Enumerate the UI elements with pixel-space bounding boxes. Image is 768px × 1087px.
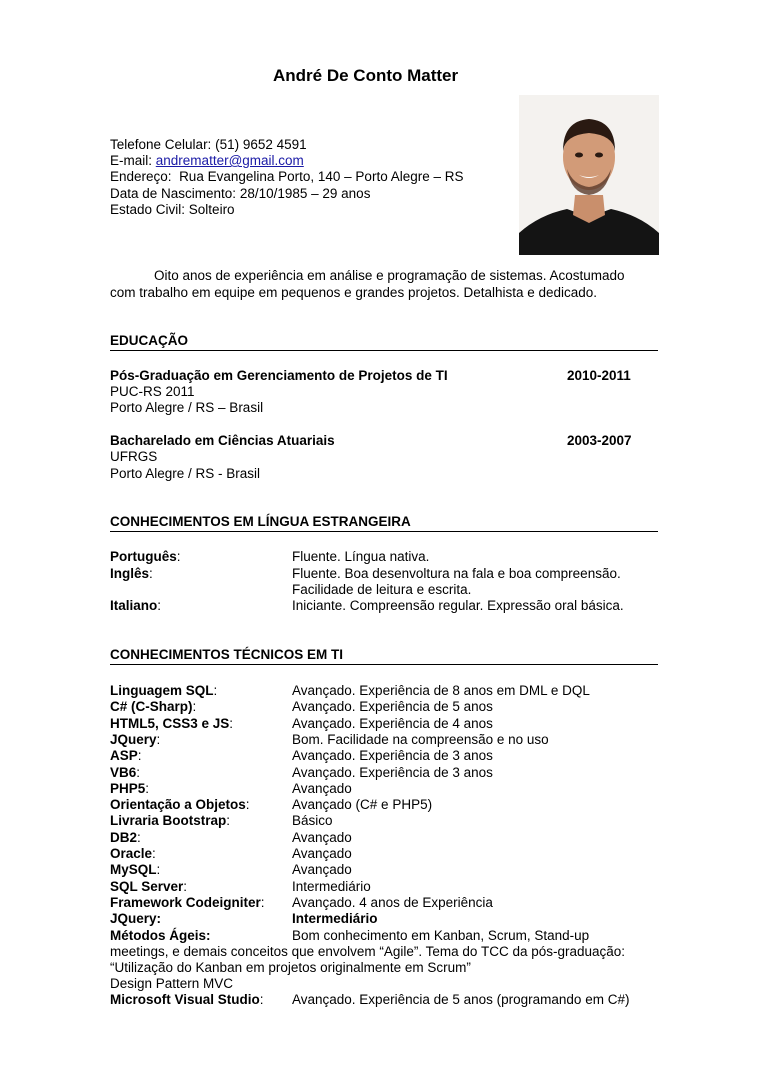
email-link[interactable]: andrematter@gmail.com bbox=[155, 153, 304, 168]
language-desc: Fluente. Língua nativa. bbox=[292, 549, 430, 564]
skill-desc: Básico bbox=[292, 813, 333, 828]
skill-name: Livraria Bootstrap: bbox=[110, 813, 231, 828]
section-divider bbox=[110, 531, 658, 532]
language-desc: Fluente. Boa desenvoltura na fala e boa compreensão. bbox=[292, 566, 621, 581]
summary-line-1: Oito anos de experiência em análise e programação de sistemas. Acostumado bbox=[154, 268, 625, 283]
skill-name: Microsoft Visual Studio: bbox=[110, 992, 264, 1007]
language-desc-cont: Facilidade de leitura e escrita. bbox=[292, 582, 472, 597]
education-location: Porto Alegre / RS - Brasil bbox=[110, 466, 261, 481]
skill-desc: Avançado. Experiência de 8 anos em DML e DQL bbox=[292, 683, 590, 698]
portrait-image bbox=[519, 95, 659, 255]
skill-name: VB6: bbox=[110, 765, 141, 780]
contact-email: E-mail: andrematter@gmail.com bbox=[110, 153, 304, 168]
education-institution: UFRGS bbox=[110, 449, 158, 464]
contact-civil-status: Estado Civil: Solteiro bbox=[110, 202, 235, 217]
language-row: Inglês: bbox=[110, 566, 153, 581]
skill-name: Métodos Ágeis: bbox=[110, 928, 211, 943]
contact-birthdate: Data de Nascimento: 28/10/1985 – 29 anos bbox=[110, 186, 371, 201]
skill-name: Orientação a Objetos: bbox=[110, 797, 250, 812]
skill-desc: Avançado. Experiência de 3 anos bbox=[292, 748, 493, 763]
skill-name: MySQL: bbox=[110, 862, 161, 877]
skill-desc: Avançado bbox=[292, 781, 352, 796]
education-years: 2003-2007 bbox=[567, 433, 632, 448]
skill-name: HTML5, CSS3 e JS: bbox=[110, 716, 234, 731]
section-heading-languages: CONHECIMENTOS EM LÍNGUA ESTRANGEIRA bbox=[110, 514, 411, 529]
skill-desc: Avançado bbox=[292, 830, 352, 845]
education-years: 2010-2011 bbox=[567, 368, 631, 383]
skill-name: Oracle: bbox=[110, 846, 156, 861]
section-heading-technical: CONHECIMENTOS TÉCNICOS EM TI bbox=[110, 647, 344, 662]
skill-desc: Avançado. Experiência de 4 anos bbox=[292, 716, 493, 731]
education-institution: PUC-RS 2011 bbox=[110, 384, 195, 399]
education-title: Pós-Graduação em Gerenciamento de Projetos de TI bbox=[110, 368, 448, 383]
education-location: Porto Alegre / RS – Brasil bbox=[110, 400, 264, 415]
education-title: Bacharelado em Ciências Atuariais bbox=[110, 433, 335, 448]
agile-continuation-1: meetings, e demais conceitos que envolvem “Agile”. Tema do TCC da pós-graduação: bbox=[110, 944, 626, 959]
contact-address: Endereço: Rua Evangelina Porto, 140 – Porto Alegre – RS bbox=[110, 169, 464, 184]
phone-number: (51) 9652 4591 bbox=[215, 137, 307, 152]
skill-desc: Bom. Facilidade na compreensão e no uso bbox=[292, 732, 549, 747]
skill-desc: Avançado. 4 anos de Experiência bbox=[292, 895, 493, 910]
agile-continuation-2: “Utilização do Kanban em projetos originalmente em Scrum” bbox=[110, 960, 471, 975]
skill-name: Linguagem SQL: bbox=[110, 683, 218, 698]
language-row: Italiano: bbox=[110, 598, 162, 613]
skill-name: ASP: bbox=[110, 748, 142, 763]
skill-desc: Bom conhecimento em Kanban, Scrum, Stand-up bbox=[292, 928, 590, 943]
skill-desc: Avançado. Experiência de 3 anos bbox=[292, 765, 493, 780]
design-pattern: Design Pattern MVC bbox=[110, 976, 234, 991]
section-heading-education: EDUCAÇÃO bbox=[110, 333, 189, 348]
language-desc: Iniciante. Compreensão regular. Expressão oral básica. bbox=[292, 598, 624, 613]
skill-desc: Avançado (C# e PHP5) bbox=[292, 797, 433, 812]
skill-name: SQL Server: bbox=[110, 879, 188, 894]
profile-photo bbox=[519, 95, 659, 255]
candidate-name: André De Conto Matter bbox=[273, 66, 459, 85]
skill-desc: Avançado bbox=[292, 846, 352, 861]
contact-phone: Telefone Celular: (51) 9652 4591 bbox=[110, 137, 307, 152]
language-row: Português: bbox=[110, 549, 181, 564]
skill-name: JQuery: bbox=[110, 732, 161, 747]
summary-line-2: com trabalho em equipe em pequenos e grandes projetos. Detalhista e dedicado. bbox=[110, 285, 598, 300]
section-divider bbox=[110, 350, 658, 351]
skill-desc: Intermediário bbox=[292, 911, 378, 926]
skill-name: PHP5: bbox=[110, 781, 150, 796]
skill-name: C# (C-Sharp): bbox=[110, 699, 197, 714]
skill-name: Framework Codeigniter: bbox=[110, 895, 265, 910]
skill-desc: Avançado. Experiência de 5 anos bbox=[292, 699, 493, 714]
skill-desc: Avançado bbox=[292, 862, 352, 877]
skill-name: DB2: bbox=[110, 830, 141, 845]
skill-desc: Avançado. Experiência de 5 anos (programando em C#) bbox=[292, 992, 630, 1007]
skill-name: JQuery: bbox=[110, 911, 162, 926]
skill-desc: Intermediário bbox=[292, 879, 371, 894]
section-divider bbox=[110, 664, 658, 665]
